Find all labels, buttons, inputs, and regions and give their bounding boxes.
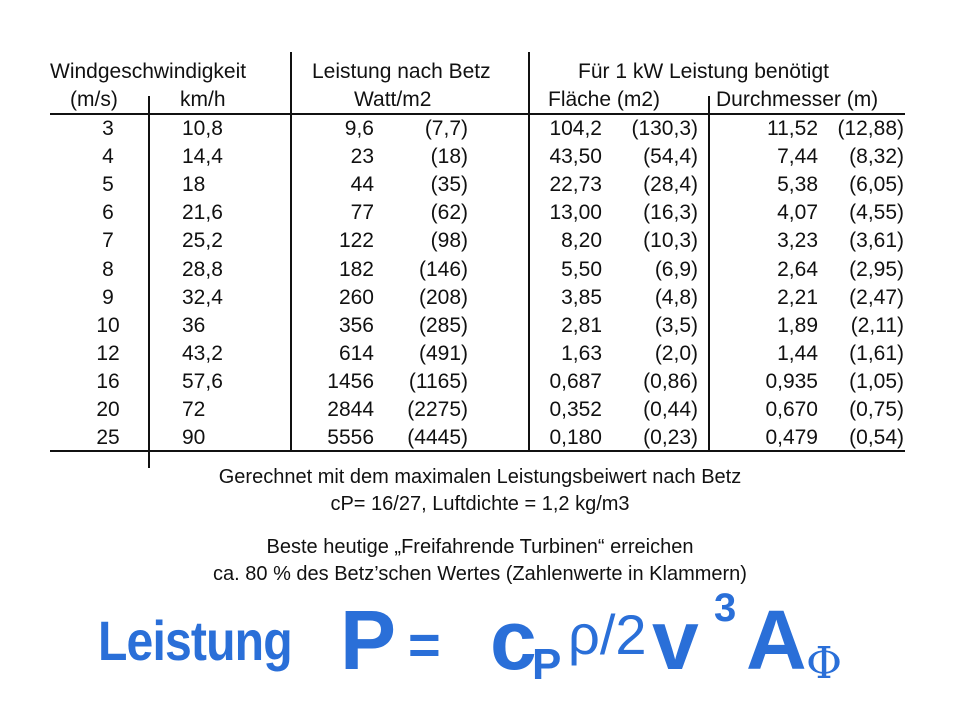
cell-dk: (0,75) xyxy=(849,398,904,421)
cell-p: 122 xyxy=(338,229,374,253)
cell-dk: (2,47) xyxy=(849,285,904,309)
cell-kmh: 57,6 xyxy=(182,369,223,393)
cell-a: 43,50 xyxy=(549,145,602,169)
cell-kmh: 36 xyxy=(182,313,206,337)
header-need: Für 1 kW Leistung benötigt xyxy=(578,60,829,83)
cell-ak: (4,8) xyxy=(654,285,698,309)
cell-kmh: 32,4 xyxy=(182,285,223,309)
header-betz-unit: Watt/m2 xyxy=(354,88,432,111)
formula-c: c xyxy=(490,593,537,687)
cell-a: 1,63 xyxy=(561,341,602,365)
note-line-4: ca. 80 % des Betz’schen Wertes (Zahlenwerte in Klammern) xyxy=(213,563,747,585)
cell-kmh: 21,6 xyxy=(182,201,223,225)
cell-dk: (8,32) xyxy=(849,145,904,169)
cell-p: 9,6 xyxy=(344,117,374,140)
cell-kmh: 14,4 xyxy=(182,145,223,169)
header-betz: Leistung nach Betz xyxy=(312,60,491,83)
cell-ak: (130,3) xyxy=(631,117,698,140)
cell-pk: (7,7) xyxy=(424,117,468,140)
cell-kmh: 10,8 xyxy=(182,117,223,140)
cell-d: 0,935 xyxy=(765,369,818,393)
cell-pk: (1165) xyxy=(408,369,468,393)
cell-a: 104,2 xyxy=(549,117,602,140)
cell-ak: (3,5) xyxy=(654,313,698,337)
cell-ak: (28,4) xyxy=(643,173,698,197)
note-line-1: Gerechnet mit dem maximalen Leistungsbeiwert nach Betz xyxy=(218,466,742,488)
cell-p: 77 xyxy=(350,201,374,225)
cell-d: 3,23 xyxy=(777,229,818,253)
cell-d: 1,89 xyxy=(777,313,818,337)
cell-dk: (1,05) xyxy=(849,369,904,393)
cell-dk: (3,61) xyxy=(849,229,904,253)
cell-d: 7,44 xyxy=(777,145,818,169)
formula-v: v xyxy=(652,593,699,687)
formula-word: Leistung xyxy=(98,609,292,672)
cell-ms: 9 xyxy=(102,285,114,309)
cell-ak: (0,86) xyxy=(643,369,698,393)
cell-d: 0,479 xyxy=(765,426,818,450)
cell-dk: (2,11) xyxy=(850,313,904,337)
cell-d: 2,21 xyxy=(777,285,818,309)
cell-dk: (4,55) xyxy=(849,201,904,225)
cell-p: 44 xyxy=(350,173,374,197)
cell-ms: 8 xyxy=(102,257,114,281)
cell-kmh: 43,2 xyxy=(182,341,223,365)
header-wind-kmh: km/h xyxy=(180,88,226,111)
cell-ms: 10 xyxy=(96,313,120,337)
formula-v-exponent: 3 xyxy=(714,586,737,630)
cell-d: 11,52 xyxy=(767,117,818,140)
cell-p: 614 xyxy=(338,341,374,365)
cell-a: 0,352 xyxy=(549,398,602,421)
formula-c-subscript: P xyxy=(532,640,562,689)
header-diameter: Durchmesser (m) xyxy=(716,88,879,111)
cell-p: 2844 xyxy=(327,398,374,421)
cell-kmh: 25,2 xyxy=(182,229,223,253)
cell-a: 2,81 xyxy=(561,313,602,337)
cell-p: 5556 xyxy=(327,426,374,450)
cell-a: 0,687 xyxy=(549,369,602,393)
column-divider-4 xyxy=(708,96,710,452)
cell-p: 1456 xyxy=(327,369,374,393)
cell-ms: 4 xyxy=(102,145,114,169)
cell-ms: 7 xyxy=(102,229,114,253)
cell-pk: (98) xyxy=(430,229,468,253)
formula-a: A xyxy=(746,593,807,687)
column-divider-1 xyxy=(148,96,150,468)
cell-pk: (208) xyxy=(418,285,468,309)
cell-dk: (12,88) xyxy=(837,117,904,140)
note-line-3: Beste heutige „Freifahrende Turbinen“ erreichen xyxy=(266,536,694,558)
column-divider-3 xyxy=(528,52,530,452)
cell-ak: (6,9) xyxy=(654,257,698,281)
cell-a: 5,50 xyxy=(561,257,602,281)
cell-pk: (62) xyxy=(430,201,468,225)
cell-kmh: 72 xyxy=(182,398,206,421)
cell-pk: (35) xyxy=(430,173,468,197)
cell-ms: 20 xyxy=(96,398,120,421)
cell-pk: (2275) xyxy=(407,398,468,421)
cell-d: 4,07 xyxy=(777,201,818,225)
cell-d: 0,670 xyxy=(765,398,818,421)
cell-kmh: 18 xyxy=(182,173,206,197)
cell-pk: (285) xyxy=(418,313,468,337)
cell-a: 0,180 xyxy=(549,426,602,450)
cell-ak: (2,0) xyxy=(654,341,698,365)
cell-ak: (0,44) xyxy=(643,398,698,421)
cell-dk: (2,95) xyxy=(849,257,904,281)
cell-kmh: 90 xyxy=(182,426,206,450)
cell-kmh: 28,8 xyxy=(182,257,223,281)
cell-ms: 16 xyxy=(96,369,120,393)
cell-ak: (0,23) xyxy=(643,426,698,450)
cell-pk: (491) xyxy=(418,341,468,365)
cell-ms: 25 xyxy=(96,426,120,450)
cell-d: 1,44 xyxy=(777,341,818,365)
header-wind-ms: (m/s) xyxy=(70,88,118,111)
cell-dk: (1,61) xyxy=(849,341,904,365)
cell-pk: (4445) xyxy=(407,426,468,450)
cell-p: 23 xyxy=(350,145,374,169)
cell-a: 3,85 xyxy=(561,285,602,309)
cell-ak: (54,4) xyxy=(643,145,698,169)
cell-p: 260 xyxy=(338,285,374,309)
cell-d: 5,38 xyxy=(777,173,818,197)
cell-pk: (18) xyxy=(430,145,468,169)
cell-ak: (10,3) xyxy=(643,229,698,253)
cell-pk: (146) xyxy=(418,257,468,281)
cell-a: 8,20 xyxy=(561,229,602,253)
cell-dk: (6,05) xyxy=(849,173,904,197)
cell-d: 2,64 xyxy=(777,257,818,281)
formula-rho: ρ/2 xyxy=(568,603,647,666)
cell-dk: (0,54) xyxy=(849,426,904,450)
header-area: Fläche (m2) xyxy=(548,88,661,111)
cell-ms: 12 xyxy=(96,341,120,365)
cell-p: 182 xyxy=(338,257,374,281)
column-divider-2 xyxy=(290,52,292,452)
formula-a-subscript: Φ xyxy=(806,638,843,689)
formula-p: P xyxy=(340,593,397,687)
note-line-2: cP= 16/27, Luftdichte = 1,2 kg/m3 xyxy=(330,493,630,515)
cell-ak: (16,3) xyxy=(643,201,698,225)
cell-a: 22,73 xyxy=(549,173,602,197)
cell-ms: 6 xyxy=(102,201,114,225)
cell-a: 13,00 xyxy=(549,201,602,225)
formula-equals: = xyxy=(408,613,441,676)
header-wind-speed: Windgeschwindigkeit xyxy=(50,60,247,83)
cell-ms: 5 xyxy=(102,173,114,197)
cell-ms: 3 xyxy=(102,117,114,140)
cell-p: 356 xyxy=(338,313,374,337)
